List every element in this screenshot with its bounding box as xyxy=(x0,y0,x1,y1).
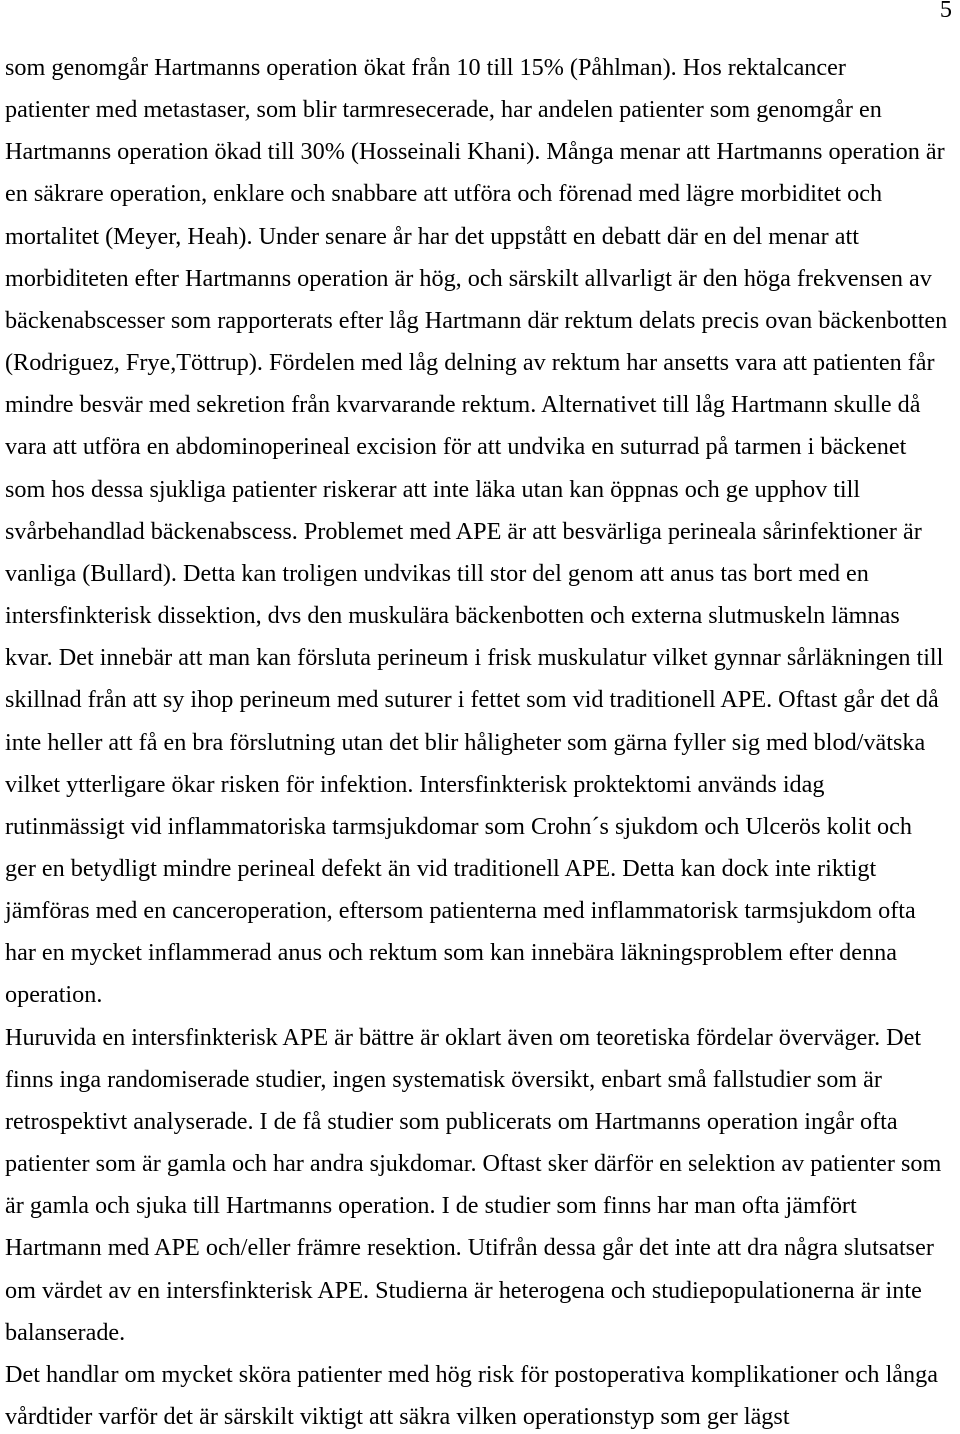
text-line: Hartmann med APE och/eller främre resektion. Utifrån dessa går det inte att dra några slutsatser xyxy=(5,1234,934,1262)
paragraph xyxy=(5,1017,960,1354)
text-line: kvar. Det innebär att man kan försluta perineum i frisk muskulatur vilket gynnar sårläkningen till xyxy=(5,644,944,672)
text-line: ger en betydligt mindre perineal defekt än vid traditionell APE. Detta kan dock inte riktigt xyxy=(5,854,877,882)
text-line: (Rodriguez, Frye,Töttrup). Fördelen med låg delning av rektum har ansetts vara att patienten får xyxy=(5,349,935,377)
text-line: vanliga (Bullard). Detta kan troligen undvikas till stor del genom att anus tas bort med en xyxy=(5,559,869,587)
text-line: mortalitet (Meyer, Heah). Under senare år har det uppstått en debatt där en del menar att xyxy=(5,222,859,250)
text-line: som hos dessa sjukliga patienter riskerar att inte läka utan kan öppnas och ge upphov till xyxy=(5,475,861,503)
text-line: Hartmanns operation ökad till 30% (Hosseinali Khani). Många menar att Hartmanns operation är xyxy=(5,138,945,166)
text-line: retrospektivt analyserade. I de få studier som publicerats om Hartmanns operation ingår ofta xyxy=(5,1107,898,1135)
text-line: rutinmässigt vid inflammatoriska tarmsjukdomar som Crohn´s sjukdom och Ulcerös kolit och xyxy=(5,812,912,840)
text-line: operation. xyxy=(5,981,103,1009)
text-line: vilket ytterligare ökar risken för infektion. Intersfinkterisk proktektomi används idag xyxy=(5,770,825,798)
paragraph xyxy=(5,47,960,1017)
text-line: inte heller att få en bra förslutning utan det blir håligheter som gärna fyller sig med blod/vätska xyxy=(5,728,926,756)
text-line: morbiditeten efter Hartmanns operation är hög, och särskilt allvarligt är den höga frekvensen av xyxy=(5,264,932,292)
page-number: 5 xyxy=(939,0,952,23)
paragraph xyxy=(5,1354,960,1432)
text-line: vara att utföra en abdominoperineal excision för att undvika en suturrad på tarmen i bäckenet xyxy=(5,433,907,461)
text-line: om värdet av en intersfinkterisk APE. Studierna är heterogena och studiepopulationerna är inte xyxy=(5,1276,922,1304)
text-line: finns inga randomiserade studier, ingen systematisk översikt, enbart små fallstudier som är xyxy=(5,1065,882,1093)
text-line: svårbehandlad bäckenabscess. Problemet med APE är att besvärliga perineala sårinfektioner är xyxy=(5,517,922,545)
text-line: mindre besvär med sekretion från kvarvarande rektum. Alternativet till låg Hartmann skulle då xyxy=(5,391,921,419)
text-line: patienter med metastaser, som blir tarmresecerade, har andelen patienter som genomgår en xyxy=(5,96,882,124)
text-line: vårdtider varför det är särskilt viktigt att säkra vilken operationstyp som ger lägst xyxy=(5,1403,790,1430)
text-line: har en mycket inflammerad anus och rektum som kan innebära läkningsproblem efter denna xyxy=(5,939,897,967)
body-text xyxy=(5,47,960,1432)
text-line: Det handlar om mycket sköra patienter med hög risk för postoperativa komplikationer och långa xyxy=(5,1360,938,1388)
text-line: Huruvida en intersfinkterisk APE är bättre är oklart även om teoretiska fördelar överväger. Det xyxy=(5,1023,922,1051)
text-line: skillnad från att sy ihop perineum med suturer i fettet som vid traditionell APE. Oftast går det då xyxy=(5,686,939,714)
text-line: som genomgår Hartmanns operation ökat från 10 till 15% (Påhlman). Hos rektalcancer xyxy=(5,54,846,81)
text-line: en säkrare operation, enklare och snabbare att utföra och förenad med lägre morbiditet och xyxy=(5,180,883,208)
text-line: intersfinkterisk dissektion, dvs den muskulära bäckenbotten och externa slutmuskeln lämnas xyxy=(5,602,900,630)
text-line: bäckenabscesser som rapporterats efter låg Hartmann där rektum delats precis ovan bäckenbotten xyxy=(5,306,948,334)
text-line: jämföras med en canceroperation, eftersom patienterna med inflammatorisk tarmsjukdom ofta xyxy=(5,897,916,925)
text-line: patienter som är gamla och har andra sjukdomar. Oftast sker därför en selektion av patienter som xyxy=(5,1150,942,1178)
text-line: är gamla och sjuka till Hartmanns operation. I de studier som finns har man ofta jämfört xyxy=(5,1192,857,1220)
text-line: balanserade. xyxy=(5,1318,126,1346)
